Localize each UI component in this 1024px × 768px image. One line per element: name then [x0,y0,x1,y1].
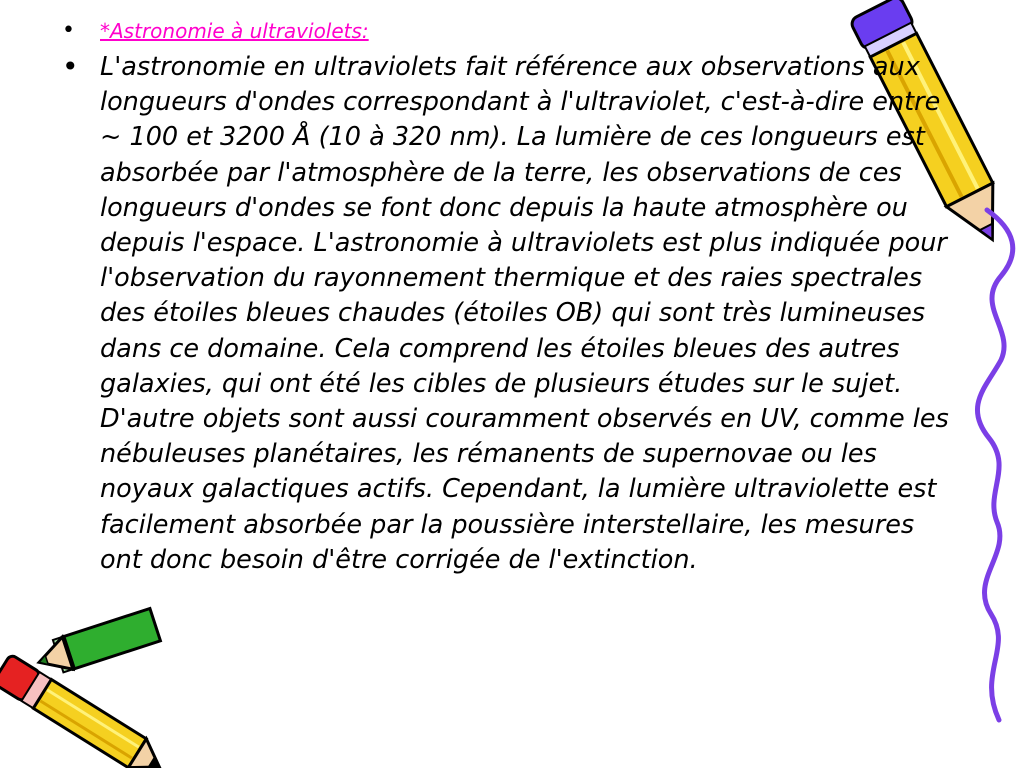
slide-content [62,14,962,578]
body-bullet-item [62,50,962,578]
pencils-clipart-icon [0,610,170,768]
slide-heading: *Astronomie à ultraviolets: [100,19,369,43]
bullet-icon: • [62,50,79,83]
heading-bullet-item [62,14,962,48]
bullet-icon: • [62,18,75,43]
squiggle-line-icon [955,210,1024,720]
body-paragraph: L'astronomie en ultraviolets fait référence aux observations aux longueurs d'ondes correspondant à l'ultraviolet, c'est-à-dire entre ~ 100 et 3200 Å (10 à 320 nm). La lumière de ces longueurs est absorbée par l'atmosphère de la terre, les observations de ces longueurs d'ondes se font donc depuis la haute atmosphère ou depuis l'espace. L'astronomie à ultraviolets est plus indiquée pour l'observation du rayonnement thermique et des raies spectrales des étoiles bleues chaudes (étoiles OB) qui sont très lumineuses dans ce domaine. Cela comprend les étoiles bleues des autres galaxies, qui ont été les cibles de plusieurs études sur le sujet. D'autre objets sont aussi couramment observés en UV, comme les nébuleuses planétaires, les rémanents de supernovae ou les noyaux galactiques actifs. Cependant, la lumière ultraviolette est facilement absorbée par la poussière interstellaire, les mesures ont donc besoin d'être corrigée de l'extinction. [100,52,949,575]
